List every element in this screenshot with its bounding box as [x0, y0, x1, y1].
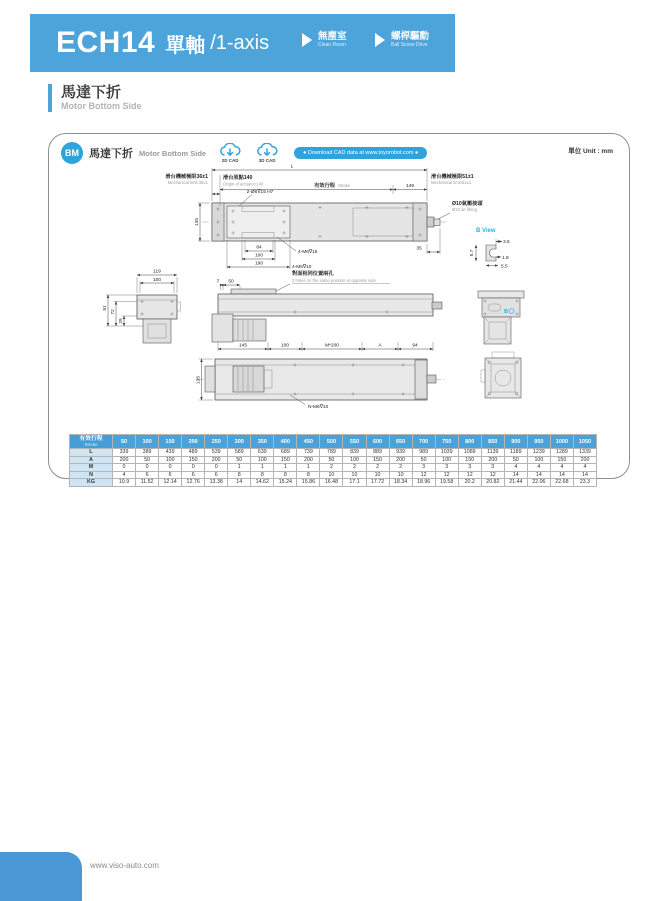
table-cell: 14.62 [251, 479, 274, 487]
table-cell: 1 [251, 464, 274, 472]
dim-84: 84 [256, 245, 262, 251]
table-cell: 339 [113, 449, 136, 457]
feature-ball-screw: 螺桿驅動 Ball Screw Drive [375, 31, 429, 48]
dim-1-8: 1.8 [502, 256, 509, 261]
table-cell: 2 [389, 464, 412, 472]
table-cell: 1189 [504, 449, 527, 457]
panel-title-cn: 馬達下折 [89, 148, 133, 160]
cad-2d-button[interactable]: 2D CAD [217, 143, 243, 163]
table-cell: 4 [504, 464, 527, 472]
table-cell: 489 [182, 449, 205, 457]
table-cell: 15.24 [274, 479, 297, 487]
table-cell: 150 [550, 456, 573, 464]
table-row [70, 456, 597, 464]
table-cell: 1139 [481, 449, 504, 457]
table-cell: 20.2 [458, 479, 481, 487]
table-cell: 12 [412, 471, 435, 479]
dim-A: A [378, 343, 382, 349]
table-cell: 939 [389, 449, 412, 457]
table-cell: 14 [504, 471, 527, 479]
table-cell: 1 [297, 464, 320, 472]
table-cell: 10 [366, 471, 389, 479]
stroke-col-header: 250 [205, 435, 228, 449]
table-cell: 989 [412, 449, 435, 457]
bm-badge: BM [61, 142, 83, 164]
table-cell: 8 [228, 471, 251, 479]
table-cell: 3 [481, 464, 504, 472]
section-title-en: Motor Bottom Side [61, 101, 142, 111]
limit-right-cn: 滑台機械極限51±1 [431, 174, 474, 180]
table-cell: 889 [366, 449, 389, 457]
table-cell: 6 [205, 471, 228, 479]
origin-label-cn: 滑台原點140 [223, 175, 253, 181]
table-cell: 50 [228, 456, 251, 464]
end-view-upper [478, 291, 524, 344]
table-cell: 689 [274, 449, 297, 457]
drawing-panel [48, 133, 630, 486]
table-cell: 12.76 [182, 479, 205, 487]
dim-M200: M*200 [325, 343, 339, 349]
dim-3-5: 3.5 [503, 240, 510, 245]
dim-119: 119 [153, 269, 161, 275]
arrow-icon [375, 33, 385, 47]
unit-label: 單位 Unit : mm [568, 148, 613, 155]
stroke-col-header: 900 [504, 435, 527, 449]
table-cell: 10 [389, 471, 412, 479]
table-cell: 0 [182, 464, 205, 472]
table-cell: 22.06 [527, 479, 550, 487]
limit-right-en: Mechanical limit:51±1 [431, 180, 472, 185]
stroke-col-header: 750 [435, 435, 458, 449]
table-cell: 6 [159, 471, 182, 479]
dim-72: 72 [111, 309, 116, 315]
stroke-col-header: 800 [458, 435, 481, 449]
table-row [70, 479, 597, 487]
table-cell: 0 [205, 464, 228, 472]
table-row [70, 464, 597, 472]
table-cell: 22.68 [550, 479, 573, 487]
table-cell: 0 [113, 464, 136, 472]
dim-7: 7 [216, 279, 220, 285]
feature-clean-room: 無塵室 Clean Room [302, 31, 347, 48]
length-dimension-row [218, 342, 433, 351]
table-cell: 10.9 [113, 479, 136, 487]
table-cell: 100 [527, 456, 550, 464]
dim-5-5: 5.5 [501, 264, 508, 270]
dim-35: 35 [416, 246, 422, 252]
table-cell: 2 [343, 464, 366, 472]
header-banner [30, 14, 455, 72]
table-cell: 21.44 [504, 479, 527, 487]
row-label: L [70, 449, 113, 457]
table-cell: 200 [113, 456, 136, 464]
stroke-col-header: 1000 [550, 435, 573, 449]
table-cell: 200 [481, 456, 504, 464]
table-cell: 100 [435, 456, 458, 464]
stroke-col-header: 550 [343, 435, 366, 449]
holes-m6-label: 4-M6∇15 [298, 250, 318, 255]
section-title [48, 84, 142, 112]
dim-100: 100 [254, 253, 264, 259]
table-cell: 50 [320, 456, 343, 464]
table-cell: 10 [320, 471, 343, 479]
table-cell: 100 [251, 456, 274, 464]
stroke-col-header: 850 [481, 435, 504, 449]
table-cell: 389 [136, 449, 159, 457]
table-cell: 17.72 [366, 479, 389, 487]
stroke-label-cn: 有效行程 [314, 183, 335, 189]
holes-m5-label: 4-M5∇10 [292, 265, 312, 270]
table-cell: 11.52 [136, 479, 159, 487]
table-cell: 12 [435, 471, 458, 479]
table-cell: 100 [343, 456, 366, 464]
stroke-col-header: 1050 [573, 435, 596, 449]
dim-94: 94 [412, 343, 418, 349]
table-cell: 14 [550, 471, 573, 479]
stroke-col-header: 100 [136, 435, 159, 449]
table-cell: 4 [527, 464, 550, 472]
stroke-col-header: 950 [527, 435, 550, 449]
table-cell: 639 [251, 449, 274, 457]
stroke-col-header: 50 [113, 435, 136, 449]
footer-tab [0, 852, 82, 901]
end-view-lower [481, 352, 521, 398]
table-cell: 3 [435, 464, 458, 472]
table-cell: 439 [159, 449, 182, 457]
table-cell: 50 [412, 456, 435, 464]
table-cell: 17.1 [343, 479, 366, 487]
bottom-view [196, 359, 448, 410]
table-cell: 8 [251, 471, 274, 479]
table-cell: 14 [228, 479, 251, 487]
model-name: ECH14 [56, 26, 156, 59]
table-cell: 150 [274, 456, 297, 464]
table-cell: 3 [412, 464, 435, 472]
table-header-stroke: 有效行程 Stroke [70, 435, 113, 449]
table-cell: 150 [182, 456, 205, 464]
table-cell: 20.82 [481, 479, 504, 487]
table-cell: 4 [573, 464, 596, 472]
table-cell: 50 [136, 456, 159, 464]
stroke-col-header: 650 [389, 435, 412, 449]
left-section-view [102, 269, 181, 344]
table-cell: 14 [527, 471, 550, 479]
table-cell: 200 [389, 456, 412, 464]
table-row [70, 449, 597, 457]
table-cell: 10 [343, 471, 366, 479]
origin-label-en: Origin of actuator:140 [223, 181, 264, 187]
table-cell: 100 [159, 456, 182, 464]
row-label: KG [70, 479, 113, 487]
table-cell: 200 [297, 456, 320, 464]
top-view [165, 164, 483, 293]
stroke-col-header: 500 [320, 435, 343, 449]
arrow-icon [302, 33, 312, 47]
dim-100c: 100 [280, 343, 290, 349]
dim-L: L [290, 164, 294, 170]
table-cell: 14 [573, 471, 596, 479]
panel-title-en: Motor Bottom Side [139, 148, 207, 158]
row-label: N [70, 471, 113, 479]
air-fitting-cn: Ø10氣壓接頭 [452, 201, 483, 207]
dim-135: 135 [195, 217, 200, 227]
table-cell: 19.58 [435, 479, 458, 487]
table-cell: 4 [113, 471, 136, 479]
dim-5-7: 5.7 [470, 249, 475, 257]
table-cell: 12 [481, 471, 504, 479]
stroke-col-header: 150 [159, 435, 182, 449]
dim-135b: 135 [196, 375, 202, 385]
table-cell: 150 [366, 456, 389, 464]
table-cell: 1089 [458, 449, 481, 457]
table-cell: 1 [228, 464, 251, 472]
table-cell: 8 [297, 471, 320, 479]
air-fitting-en: Ø10 air fitting [452, 207, 477, 212]
dim-145: 145 [238, 343, 248, 349]
side-view [212, 279, 442, 343]
stroke-col-header: 700 [412, 435, 435, 449]
table-cell: 150 [458, 456, 481, 464]
stroke-col-header: 600 [366, 435, 389, 449]
holes-n-label: N-M6∇10 [308, 405, 329, 410]
cad-3d-button[interactable]: 3D CAD [254, 143, 280, 163]
table-cell: 6 [182, 471, 205, 479]
limit-left-cn: 滑台機械極限36±1 [165, 174, 208, 180]
row-label: A [70, 456, 113, 464]
table-cell: 15.86 [297, 479, 320, 487]
dim-190: 190 [254, 261, 264, 267]
stroke-col-header: 300 [228, 435, 251, 449]
dim-149: 149 [405, 184, 415, 189]
holes-m5-cn: 對面相同位置兩孔 [292, 271, 334, 277]
holes-m5-en: 2 holes on the same position at opposite side. [292, 278, 377, 283]
table-cell: 16.48 [320, 479, 343, 487]
stroke-col-header: 200 [182, 435, 205, 449]
axis-type-en: /1-axis [210, 31, 270, 54]
table-cell: 13.38 [205, 479, 228, 487]
technical-drawing [52, 156, 624, 434]
row-label: M [70, 464, 113, 472]
dim-29: 29 [119, 318, 124, 324]
table-cell: 739 [297, 449, 320, 457]
stroke-col-header: 450 [297, 435, 320, 449]
table-cell: 1339 [573, 449, 596, 457]
table-cell: 18.34 [389, 479, 412, 487]
table-cell: 200 [205, 456, 228, 464]
table-cell: 539 [205, 449, 228, 457]
table-cell: 1239 [527, 449, 550, 457]
stroke-label-en: Stroke [338, 183, 351, 188]
limit-left-en: Mechanical limit:36±1 [167, 180, 208, 185]
dim-50: 50 [228, 279, 234, 285]
table-cell: 3 [458, 464, 481, 472]
dim-100b: 100 [152, 277, 162, 283]
table-cell: 1289 [550, 449, 573, 457]
table-cell: 18.96 [412, 479, 435, 487]
table-cell: 1 [274, 464, 297, 472]
table-cell: 4 [550, 464, 573, 472]
table-cell: 589 [228, 449, 251, 457]
b-view-label: B View [476, 228, 496, 234]
table-cell: 0 [159, 464, 182, 472]
b-view-detail [469, 228, 510, 270]
holes-top-label: 2-Ø6∇15 H7 [246, 190, 274, 195]
table-cell: 6 [136, 471, 159, 479]
table-cell: 2 [320, 464, 343, 472]
table-row [70, 471, 597, 479]
table-cell: 0 [136, 464, 159, 472]
download-cad-button[interactable]: ● Download CAD data at www.toyorobot.com ● [294, 147, 427, 159]
stroke-spec-table [69, 434, 597, 487]
table-cell: 12 [458, 471, 481, 479]
table-cell: 200 [573, 456, 596, 464]
table-cell: 8 [274, 471, 297, 479]
b-mark-label: B [504, 309, 508, 315]
dim-91: 91 [103, 305, 108, 311]
axis-type-cn: 單軸 [165, 34, 206, 57]
table-cell: 2 [366, 464, 389, 472]
table-cell: 1039 [435, 449, 458, 457]
stroke-col-header: 350 [251, 435, 274, 449]
table-cell: 839 [343, 449, 366, 457]
footer-url: www.viso-auto.com [90, 861, 159, 870]
stroke-col-header: 400 [274, 435, 297, 449]
section-title-cn: 馬達下折 [61, 84, 122, 101]
table-cell: 23.3 [573, 479, 596, 487]
table-cell: 789 [320, 449, 343, 457]
table-cell: 50 [504, 456, 527, 464]
table-cell: 12.14 [159, 479, 182, 487]
